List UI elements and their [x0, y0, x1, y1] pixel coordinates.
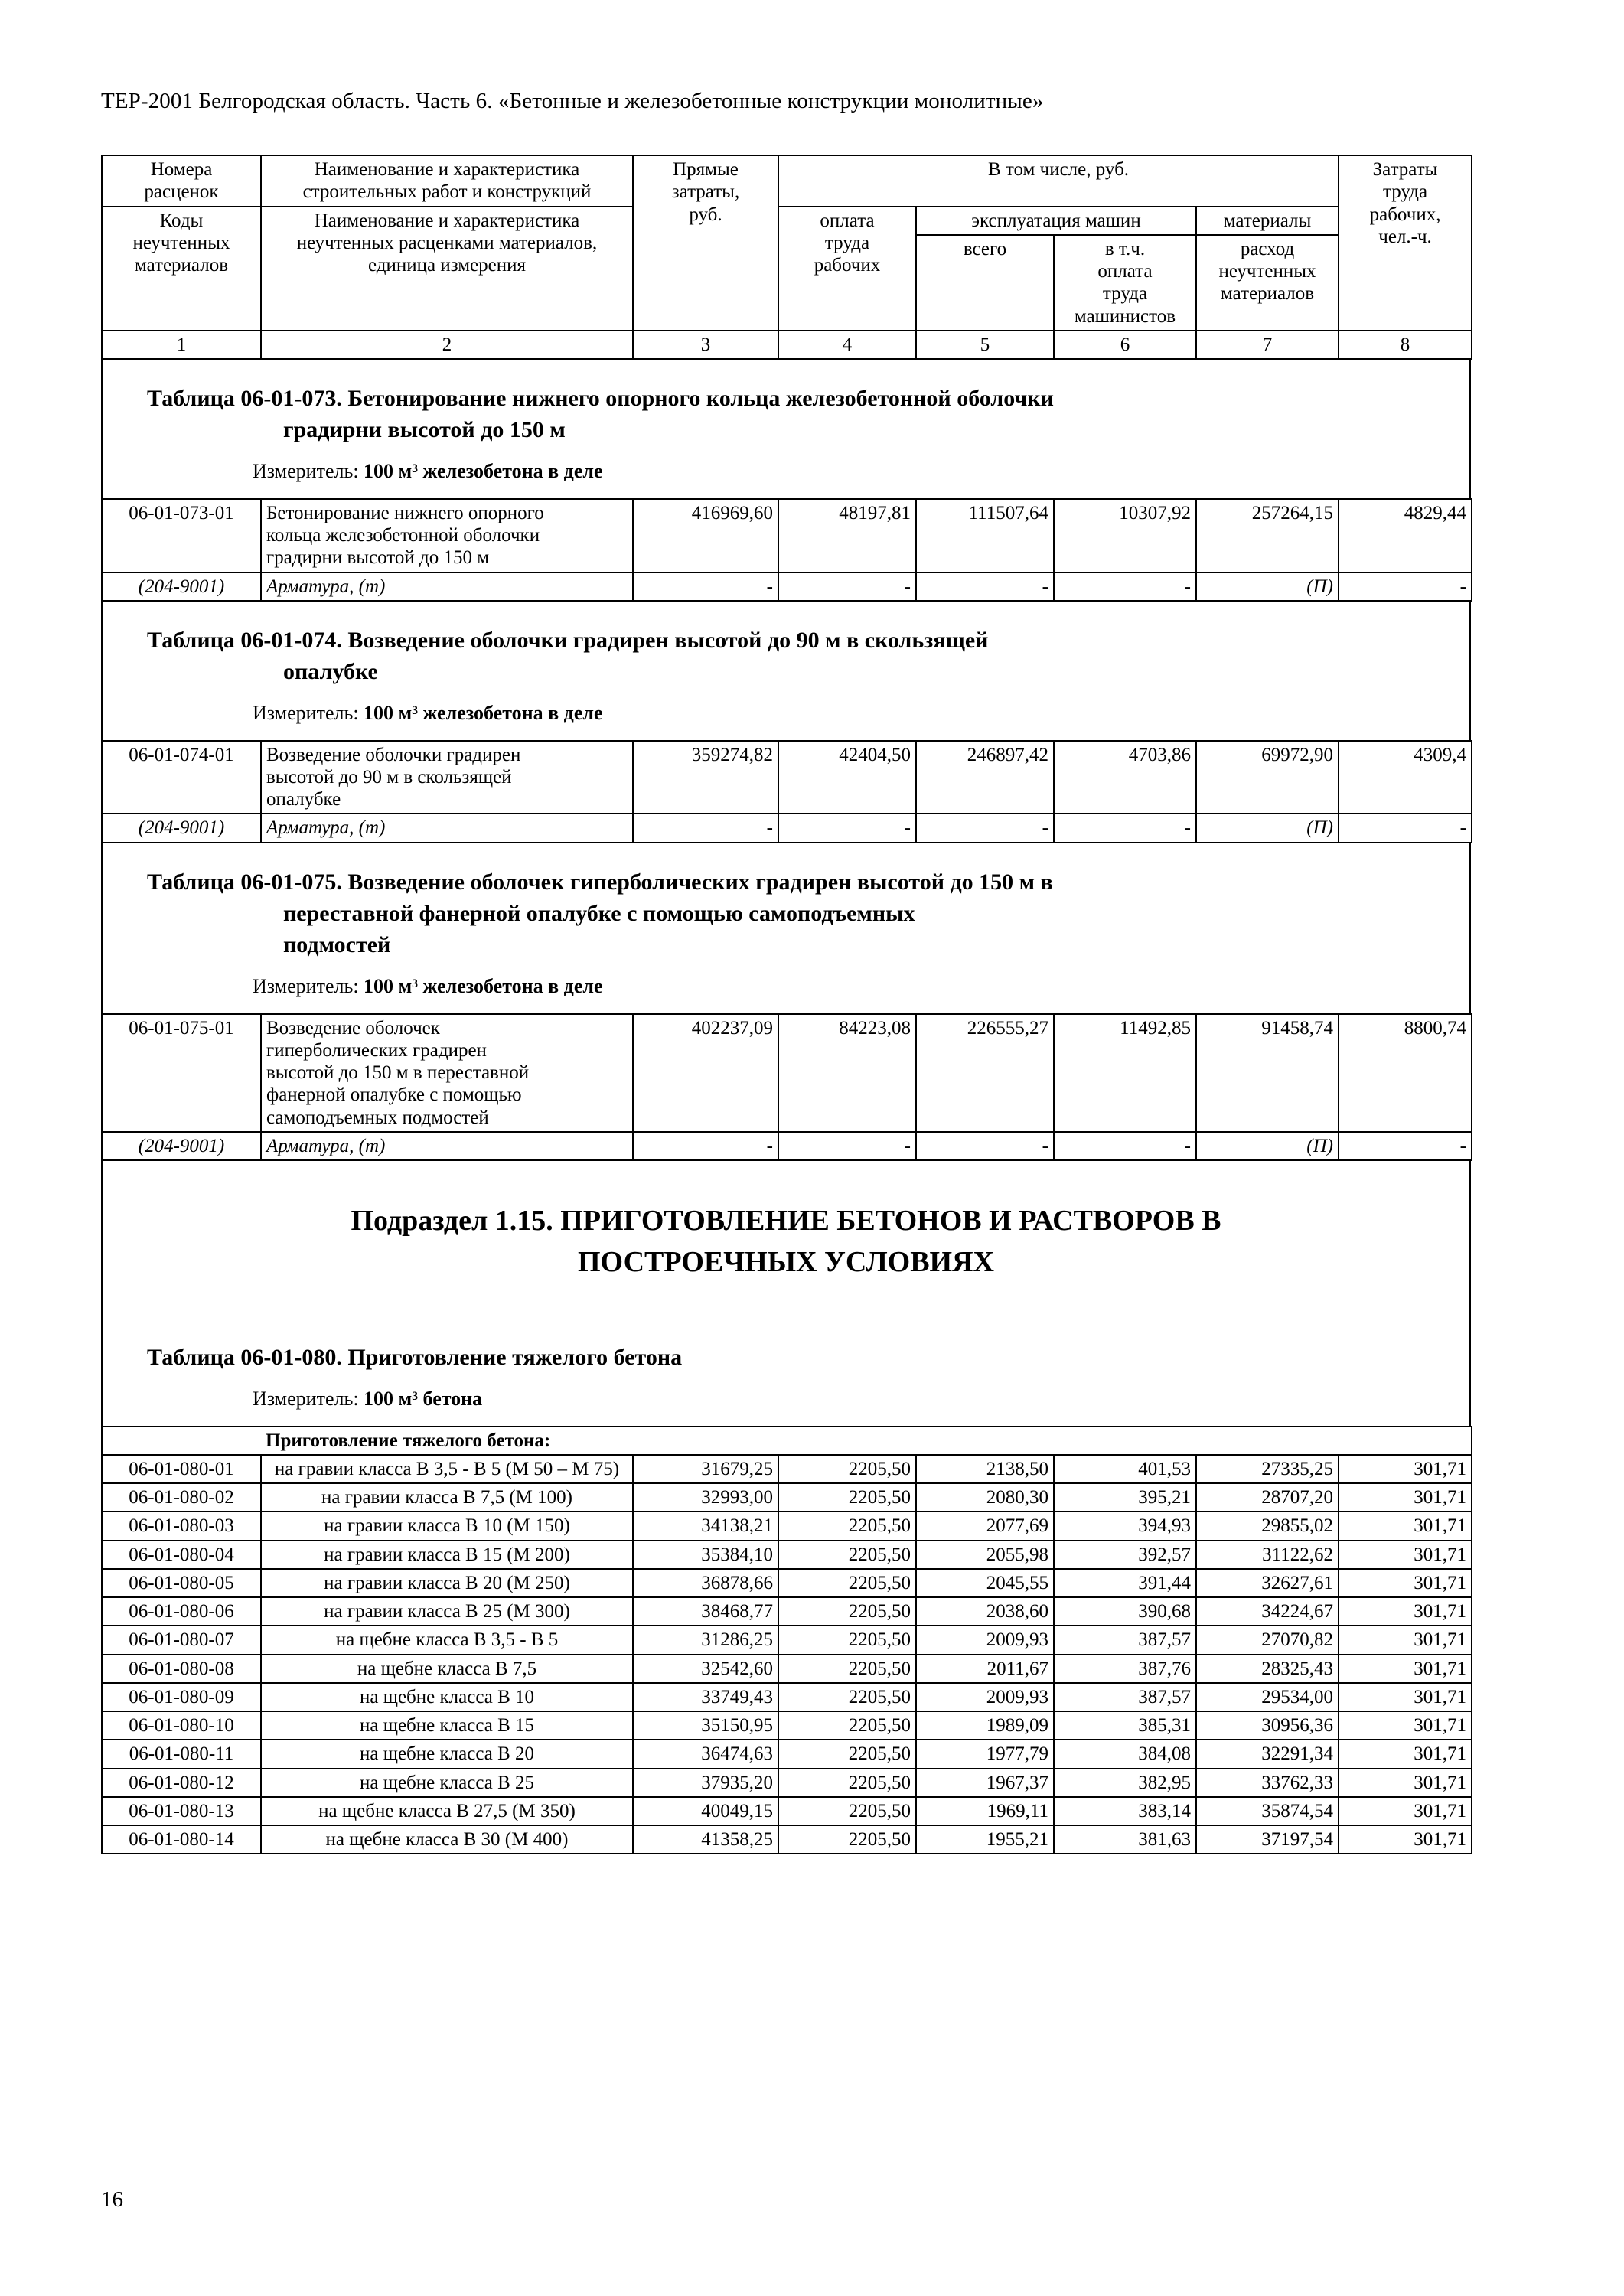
row-machine-total: 1967,37	[916, 1769, 1054, 1797]
row-labor-costs: 301,71	[1339, 1455, 1472, 1483]
row-material-consumption: 31122,62	[1196, 1541, 1339, 1569]
header-text: Прямые	[673, 159, 739, 180]
section-title-block-074	[101, 602, 1471, 740]
group-row-blank	[102, 1427, 261, 1455]
header-text: рабочих,	[1369, 204, 1441, 225]
row-code: 06-01-080-06	[102, 1597, 261, 1626]
measure-unit-073	[103, 446, 1469, 498]
row-name-line: Бетонирование нижнего опорного	[266, 502, 544, 523]
row-material-consumption: 91458,74	[1196, 1014, 1339, 1132]
column-number: 3	[633, 331, 778, 359]
row-direct-costs: 33749,43	[633, 1683, 778, 1711]
row-labor-costs: 301,71	[1339, 1683, 1472, 1711]
row-name: на щебне класса В 27,5 (М 350)	[261, 1797, 633, 1825]
header-cell-labor-costs	[1339, 155, 1472, 331]
measure-label: Измеритель:	[253, 974, 364, 997]
row-code: 06-01-080-08	[102, 1655, 261, 1683]
row-code: 06-01-080-01	[102, 1455, 261, 1483]
row-labor-costs: 4829,44	[1339, 499, 1472, 572]
row-direct-costs: 359274,82	[633, 741, 778, 814]
column-number: 6	[1054, 331, 1196, 359]
row-material-consumption: 37197,54	[1196, 1825, 1339, 1854]
table-title-074	[103, 602, 1469, 688]
subsection-block	[101, 1161, 1471, 1425]
subsection-line2: ПОСТРОЕЧНЫХ УСЛОВИЯХ	[577, 1246, 994, 1279]
header-text: материалов	[1220, 283, 1315, 305]
table-row	[102, 1711, 1472, 1740]
header-cell-machine-total: всего	[916, 235, 1054, 331]
header-text: машинистов	[1074, 305, 1176, 327]
row-machine-total: 226555,27	[916, 1014, 1054, 1132]
row-machinist-pay: 390,68	[1054, 1597, 1196, 1626]
measure-value: 100 м³ железобетона в деле	[364, 459, 603, 482]
table-title-line3: подмостей	[283, 932, 391, 958]
row-machine-total: 2011,67	[916, 1655, 1054, 1683]
row-code: 06-01-080-13	[102, 1797, 261, 1825]
column-number: 2	[261, 331, 633, 359]
table-title-line1: Таблица 06-01-075. Возведение оболочек гиперболических градирен высотой до 150 м в	[147, 869, 1053, 895]
table-row	[102, 1512, 1472, 1540]
row-labor-costs: 301,71	[1339, 1626, 1472, 1654]
table-row	[102, 499, 1472, 572]
table-row-material	[102, 814, 1472, 842]
header-cell-machinist-pay	[1054, 235, 1196, 331]
row-machine-total: 246897,42	[916, 741, 1054, 814]
table-group-row	[102, 1427, 1472, 1455]
material-c6: -	[1054, 572, 1196, 601]
row-machine-total: 2080,30	[916, 1483, 1054, 1512]
measure-unit-074	[103, 688, 1469, 740]
row-name-line: высотой до 90 м в скользящей	[266, 766, 512, 788]
row-machinist-pay: 4703,86	[1054, 741, 1196, 814]
header-text: строительных работ и конструкций	[302, 181, 592, 203]
table-row	[102, 1597, 1472, 1626]
row-worker-pay: 2205,50	[778, 1626, 916, 1654]
table-row	[102, 1541, 1472, 1569]
material-name: Арматура, (т)	[261, 1132, 633, 1160]
header-row-1	[102, 155, 1472, 207]
header-row-2	[102, 207, 1472, 235]
header-text: труда	[1102, 283, 1148, 305]
table-title-073	[103, 360, 1469, 446]
header-cell-material-codes	[102, 207, 261, 331]
header-cell-numbers	[102, 155, 261, 207]
row-code: 06-01-080-14	[102, 1825, 261, 1854]
row-name: на щебне класса В 25	[261, 1769, 633, 1797]
header-cell-direct-costs	[633, 155, 778, 331]
row-labor-costs: 301,71	[1339, 1597, 1472, 1626]
material-c4: -	[778, 572, 916, 601]
material-c3: -	[633, 1132, 778, 1160]
table-row	[102, 1569, 1472, 1597]
row-code: 06-01-080-04	[102, 1541, 261, 1569]
table-row	[102, 1483, 1472, 1512]
row-worker-pay: 2205,50	[778, 1797, 916, 1825]
row-machinist-pay: 401,53	[1054, 1455, 1196, 1483]
row-machinist-pay: 382,95	[1054, 1769, 1196, 1797]
row-machinist-pay: 395,21	[1054, 1483, 1196, 1512]
measure-value: 100 м³ железобетона в деле	[364, 701, 603, 724]
table-column-header	[101, 155, 1472, 360]
header-text: оплата	[820, 210, 875, 231]
table-row	[102, 1655, 1472, 1683]
header-text: Затраты	[1372, 159, 1438, 180]
material-c8: -	[1339, 1132, 1472, 1160]
material-c3: -	[633, 814, 778, 842]
row-name: на щебне класса В 30 (М 400)	[261, 1825, 633, 1854]
row-worker-pay: 2205,50	[778, 1769, 916, 1797]
table-title-line2: градирни высотой до 150 м	[283, 417, 566, 443]
row-labor-costs: 301,71	[1339, 1769, 1472, 1797]
row-code: 06-01-080-03	[102, 1512, 261, 1540]
row-material-consumption: 27335,25	[1196, 1455, 1339, 1483]
material-name: Арматура, (т)	[261, 814, 633, 842]
row-code: 06-01-080-02	[102, 1483, 261, 1512]
row-direct-costs: 35150,95	[633, 1711, 778, 1740]
row-machine-total: 1977,79	[916, 1740, 1054, 1768]
row-direct-costs: 32542,60	[633, 1655, 778, 1683]
material-c5: -	[916, 572, 1054, 601]
row-material-consumption: 28325,43	[1196, 1655, 1339, 1683]
row-labor-costs: 301,71	[1339, 1541, 1472, 1569]
material-c8: -	[1339, 814, 1472, 842]
table-data-074	[101, 740, 1472, 843]
row-name: на гравии класса В 3,5 - В 5 (М 50 – М 75)	[261, 1455, 633, 1483]
row-machinist-pay: 10307,92	[1054, 499, 1196, 572]
header-text: оплата	[1097, 261, 1153, 282]
row-name: на гравии класса В 10 (М 150)	[261, 1512, 633, 1540]
row-worker-pay: 2205,50	[778, 1483, 916, 1512]
header-text: неучтенных	[132, 232, 230, 253]
row-name: на щебне класса В 3,5 - В 5	[261, 1626, 633, 1654]
row-labor-costs: 4309,4	[1339, 741, 1472, 814]
row-worker-pay: 2205,50	[778, 1541, 916, 1569]
row-worker-pay: 2205,50	[778, 1740, 916, 1768]
row-machine-total: 2009,93	[916, 1626, 1054, 1654]
row-direct-costs: 36474,63	[633, 1740, 778, 1768]
material-c6: -	[1054, 814, 1196, 842]
row-machinist-pay: 391,44	[1054, 1569, 1196, 1597]
header-cell-worker-pay	[778, 207, 916, 331]
row-material-consumption: 35874,54	[1196, 1797, 1339, 1825]
row-labor-costs: 301,71	[1339, 1655, 1472, 1683]
row-direct-costs: 37935,20	[633, 1769, 778, 1797]
table-row-material	[102, 572, 1472, 601]
row-name	[261, 741, 633, 814]
column-number: 7	[1196, 331, 1339, 359]
measure-value: 100 м³ железобетона в деле	[364, 974, 603, 997]
table-row	[102, 1740, 1472, 1768]
row-name: на щебне класса В 7,5	[261, 1655, 633, 1683]
material-c8: -	[1339, 572, 1472, 601]
table-data-073	[101, 498, 1472, 602]
row-name: на гравии класса В 20 (М 250)	[261, 1569, 633, 1597]
row-direct-costs: 32993,00	[633, 1483, 778, 1512]
section-title-block-073	[101, 360, 1471, 498]
row-direct-costs: 31286,25	[633, 1626, 778, 1654]
measure-unit-080	[103, 1374, 1469, 1426]
table-title-line1: Таблица 06-01-073. Бетонирование нижнего опорного кольца железобетонной оболочки	[147, 386, 1054, 411]
row-machine-total: 2038,60	[916, 1597, 1054, 1626]
row-worker-pay: 2205,50	[778, 1825, 916, 1854]
row-code: 06-01-080-07	[102, 1626, 261, 1654]
header-cell-materials-group: материалы	[1196, 207, 1339, 235]
table-row	[102, 1769, 1472, 1797]
row-name-line: самоподъемных подмостей	[266, 1107, 489, 1128]
row-code: 06-01-073-01	[102, 499, 261, 572]
row-machine-total: 2045,55	[916, 1569, 1054, 1597]
row-direct-costs: 36878,66	[633, 1569, 778, 1597]
table-title-075	[103, 843, 1469, 961]
row-material-consumption: 28707,20	[1196, 1483, 1339, 1512]
table-row	[102, 1626, 1472, 1654]
header-text: неучтенных	[1218, 261, 1316, 282]
header-text: Номера	[150, 159, 213, 180]
material-c7: (П)	[1196, 814, 1339, 842]
row-worker-pay: 2205,50	[778, 1569, 916, 1597]
row-machinist-pay: 392,57	[1054, 1541, 1196, 1569]
header-text: расценок	[144, 181, 219, 203]
column-number: 4	[778, 331, 916, 359]
row-name	[261, 499, 633, 572]
table-title-080	[103, 1319, 1469, 1373]
row-worker-pay: 84223,08	[778, 1014, 916, 1132]
row-direct-costs: 416969,60	[633, 499, 778, 572]
row-direct-costs: 31679,25	[633, 1455, 778, 1483]
row-code: 06-01-080-09	[102, 1683, 261, 1711]
row-code: 06-01-075-01	[102, 1014, 261, 1132]
measure-label: Измеритель:	[253, 459, 364, 482]
header-text: в т.ч.	[1104, 238, 1146, 259]
row-worker-pay: 42404,50	[778, 741, 916, 814]
header-row-column-numbers	[102, 331, 1472, 359]
row-direct-costs: 38468,77	[633, 1597, 778, 1626]
table-row	[102, 741, 1472, 814]
row-code: 06-01-080-11	[102, 1740, 261, 1768]
row-worker-pay: 2205,50	[778, 1455, 916, 1483]
header-cell-material-consumption	[1196, 235, 1339, 331]
header-text: Наименование и характеристика	[314, 159, 580, 180]
page-number: 16	[101, 2187, 123, 2212]
header-text: труда	[824, 232, 870, 253]
row-name: на гравии класса В 25 (М 300)	[261, 1597, 633, 1626]
header-text: руб.	[689, 204, 722, 225]
row-material-consumption: 32627,61	[1196, 1569, 1339, 1597]
material-c4: -	[778, 1132, 916, 1160]
material-c4: -	[778, 814, 916, 842]
material-code: (204-9001)	[102, 1132, 261, 1160]
table-row	[102, 1455, 1472, 1483]
row-code: 06-01-074-01	[102, 741, 261, 814]
row-machine-total: 2055,98	[916, 1541, 1054, 1569]
header-text: Коды	[159, 210, 204, 231]
table-title-line1: Таблица 06-01-080. Приготовление тяжелого бетона	[147, 1345, 683, 1371]
row-machinist-pay: 383,14	[1054, 1797, 1196, 1825]
row-material-consumption: 27070,82	[1196, 1626, 1339, 1654]
row-name-line: опалубке	[266, 789, 341, 810]
row-name	[261, 1014, 633, 1132]
row-machine-total: 2077,69	[916, 1512, 1054, 1540]
material-c6: -	[1054, 1132, 1196, 1160]
table-title-line1: Таблица 06-01-074. Возведение оболочки градирен высотой до 90 м в скользящей	[147, 627, 989, 653]
row-name: на щебне класса В 20	[261, 1740, 633, 1768]
row-worker-pay: 2205,50	[778, 1512, 916, 1540]
row-machinist-pay: 387,57	[1054, 1626, 1196, 1654]
header-text: рабочих	[814, 255, 881, 276]
subsection-line1: Подраздел 1.15. ПРИГОТОВЛЕНИЕ БЕТОНОВ И РАСТВОРОВ В	[351, 1205, 1221, 1238]
material-name: Арматура, (т)	[261, 572, 633, 601]
material-code: (204-9001)	[102, 814, 261, 842]
row-material-consumption: 257264,15	[1196, 499, 1339, 572]
row-name-line: кольца железобетонной оболочки	[266, 525, 540, 546]
row-labor-costs: 301,71	[1339, 1797, 1472, 1825]
row-direct-costs: 34138,21	[633, 1512, 778, 1540]
row-labor-costs: 301,71	[1339, 1512, 1472, 1540]
column-number: 8	[1339, 331, 1472, 359]
row-code: 06-01-080-12	[102, 1769, 261, 1797]
row-labor-costs: 301,71	[1339, 1711, 1472, 1740]
measure-label: Измеритель:	[253, 1387, 364, 1410]
spacer	[103, 1283, 1469, 1319]
row-name: на гравии класса В 7,5 (М 100)	[261, 1483, 633, 1512]
row-labor-costs: 301,71	[1339, 1740, 1472, 1768]
header-cell-material-names	[261, 207, 633, 331]
material-code: (204-9001)	[102, 572, 261, 601]
measure-label: Измеритель:	[253, 701, 364, 724]
row-direct-costs: 41358,25	[633, 1825, 778, 1854]
row-name-line: фанерной опалубке с помощью	[266, 1084, 522, 1106]
row-machine-total: 111507,64	[916, 499, 1054, 572]
row-machinist-pay: 387,76	[1054, 1655, 1196, 1683]
row-material-consumption: 30956,36	[1196, 1711, 1339, 1740]
header-text: неучтенных расценками материалов,	[296, 232, 598, 253]
row-name-line: Возведение оболочки градирен	[266, 744, 521, 765]
table-row	[102, 1014, 1472, 1132]
column-number: 1	[102, 331, 261, 359]
row-code: 06-01-080-10	[102, 1711, 261, 1740]
header-text: расход	[1240, 238, 1295, 259]
row-worker-pay: 2205,50	[778, 1597, 916, 1626]
row-machine-total: 1989,09	[916, 1711, 1054, 1740]
row-machine-total: 2138,50	[916, 1455, 1054, 1483]
material-c5: -	[916, 1132, 1054, 1160]
row-labor-costs: 301,71	[1339, 1569, 1472, 1597]
column-number: 5	[916, 331, 1054, 359]
row-material-consumption: 32291,34	[1196, 1740, 1339, 1768]
material-c7: (П)	[1196, 572, 1339, 601]
row-machinist-pay: 385,31	[1054, 1711, 1196, 1740]
row-machine-total: 1969,11	[916, 1797, 1054, 1825]
header-text: чел.-ч.	[1378, 226, 1432, 247]
header-text: материалов	[134, 255, 229, 276]
row-name-line: градирни высотой до 150 м	[266, 547, 490, 569]
table-data-075	[101, 1013, 1472, 1162]
row-name-line: высотой до 150 м в переставной	[266, 1062, 530, 1084]
row-material-consumption: 29855,02	[1196, 1512, 1339, 1540]
table-data-080	[101, 1426, 1472, 1855]
row-material-consumption: 34224,67	[1196, 1597, 1339, 1626]
row-machinist-pay: 387,57	[1054, 1683, 1196, 1711]
table-row	[102, 1797, 1472, 1825]
row-labor-costs: 301,71	[1339, 1825, 1472, 1854]
row-direct-costs: 40049,15	[633, 1797, 778, 1825]
row-worker-pay: 48197,81	[778, 499, 916, 572]
row-machinist-pay: 381,63	[1054, 1825, 1196, 1854]
row-machinist-pay: 394,93	[1054, 1512, 1196, 1540]
header-text: единица измерения	[367, 255, 527, 276]
section-title-block-075	[101, 843, 1471, 1013]
price-sheet	[101, 155, 1471, 1854]
subsection-heading	[103, 1161, 1469, 1283]
row-labor-costs: 301,71	[1339, 1483, 1472, 1512]
row-material-consumption: 69972,90	[1196, 741, 1339, 814]
row-machine-total: 2009,93	[916, 1683, 1054, 1711]
row-direct-costs: 402237,09	[633, 1014, 778, 1132]
table-row	[102, 1683, 1472, 1711]
row-worker-pay: 2205,50	[778, 1683, 916, 1711]
header-text: затраты,	[671, 181, 740, 203]
table-row	[102, 1825, 1472, 1854]
header-cell-including-group: В том числе, руб.	[778, 155, 1339, 207]
row-code: 06-01-080-05	[102, 1569, 261, 1597]
header-cell-worknames	[261, 155, 633, 207]
row-direct-costs: 35384,10	[633, 1541, 778, 1569]
header-text: труда	[1382, 181, 1428, 203]
row-name: на щебне класса В 15	[261, 1711, 633, 1740]
header-cell-machine-group: эксплуатация машин	[916, 207, 1196, 235]
row-worker-pay: 2205,50	[778, 1655, 916, 1683]
header-text: Наименование и характеристика	[314, 210, 580, 231]
row-name-line: гиперболических градирен	[266, 1039, 487, 1061]
material-c7: (П)	[1196, 1132, 1339, 1160]
row-name: на щебне класса В 10	[261, 1683, 633, 1711]
table-title-line2: опалубке	[283, 659, 378, 685]
measure-unit-075	[103, 961, 1469, 1013]
row-machinist-pay: 11492,85	[1054, 1014, 1196, 1132]
material-c3: -	[633, 572, 778, 601]
row-name: на гравии класса В 15 (М 200)	[261, 1541, 633, 1569]
row-name-line: Возведение оболочек	[266, 1017, 440, 1039]
table-row-material	[102, 1132, 1472, 1160]
group-row-label: Приготовление тяжелого бетона:	[261, 1427, 1472, 1455]
table-title-line2: переставной фанерной опалубке с помощью самоподъемных	[283, 900, 915, 926]
measure-value: 100 м³ бетона	[364, 1387, 483, 1410]
row-material-consumption: 33762,33	[1196, 1769, 1339, 1797]
row-worker-pay: 2205,50	[778, 1711, 916, 1740]
running-head: ТЕР-2001 Белгородская область. Часть 6. «Бетонные и железобетонные конструкции монолитные»	[101, 89, 1044, 113]
row-labor-costs: 8800,74	[1339, 1014, 1472, 1132]
material-c5: -	[916, 814, 1054, 842]
row-machine-total: 1955,21	[916, 1825, 1054, 1854]
row-machinist-pay: 384,08	[1054, 1740, 1196, 1768]
row-material-consumption: 29534,00	[1196, 1683, 1339, 1711]
